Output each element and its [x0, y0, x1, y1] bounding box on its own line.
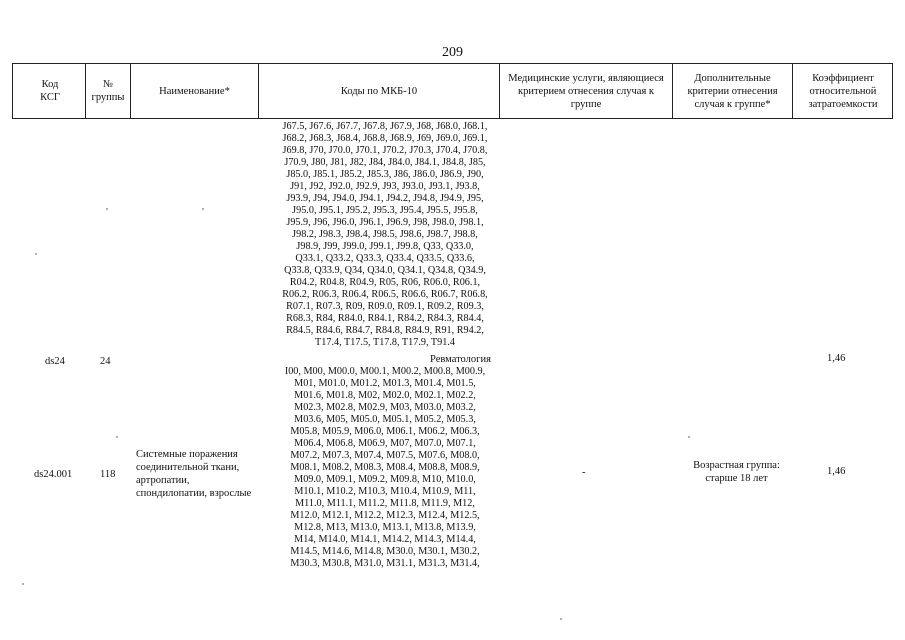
- header-group-number: № группы: [91, 79, 125, 103]
- code-line: M12.0, M12.1, M12.2, M12.3, M12.4, M12.5,: [290, 510, 480, 521]
- scan-dot: [35, 253, 37, 255]
- code-line: M08.1, M08.2, M08.3, M08.4, M08.8, M08.9,: [290, 462, 480, 473]
- header-ksg-code: Код КСГ: [40, 79, 60, 103]
- code-line: M09.0, M09.1, M09.2, M09.8, M10, M10.0,: [294, 474, 476, 485]
- header-coefficient: Коэффициент относительной затратоемкости: [808, 72, 878, 110]
- code-line: M02.3, M02.8, M02.9, M03, M03.0, M03.2,: [294, 402, 476, 413]
- code-line: M14, M14.0, M14.1, M14.2, M14.3, M14.4,: [294, 534, 476, 545]
- col-divider: [499, 63, 500, 119]
- group-code: ds24.001: [34, 469, 73, 480]
- scan-dot: [560, 618, 562, 620]
- scan-dot: [688, 436, 690, 438]
- code-line: J98.2, J98.3, J98.4, J98.5, J98.6, J98.7, J98.8,: [292, 229, 478, 240]
- code-line: M14.5, M14.6, M14.8, M30.0, M30.1, M30.2,: [290, 546, 480, 557]
- code-line: M03.6, M05, M05.0, M05.1, M05.2, M05.3,: [294, 414, 476, 425]
- col-divider: [672, 63, 673, 119]
- code-line: J93.9, J94, J94.0, J94.1, J94.2, J94.8, J94.9, J95,: [286, 193, 484, 204]
- profile-code: ds24: [45, 356, 65, 367]
- table: [12, 63, 893, 631]
- code-line: R68.3, R84, R84.0, R84.1, R84.2, R84.3, R84.4,: [286, 313, 484, 324]
- group-name: Системные поражения соединительной ткани, артропатии, спондилопатии, взрослые: [136, 449, 252, 499]
- profile-coefficient: 1,46: [827, 353, 846, 364]
- code-line: R06.2, R06.3, R06.4, R06.5, R06.6, R06.7, R06.8,: [282, 289, 488, 300]
- col-divider: [892, 63, 893, 119]
- profile-title: Ревматология: [430, 354, 491, 365]
- code-line: T17.4, T17.5, T17.8, T17.9, T91.4: [315, 337, 455, 348]
- code-line: M05.8, M05.9, M06.0, M06.1, M06.2, M06.3,: [290, 426, 480, 437]
- scan-dot: [106, 208, 108, 210]
- code-line: M12.8, M13, M13.0, M13.1, M13.8, M13.9,: [294, 522, 476, 533]
- code-line: M01, M01.0, M01.2, M01.3, M01.4, M01.5,: [294, 378, 476, 389]
- upper-mkb-codes: [270, 121, 500, 349]
- code-line: J91, J92, J92.0, J92.9, J93, J93.0, J93.1, J93.8,: [290, 181, 480, 192]
- code-line: J67.5, J67.6, J67.7, J67.8, J67.9, J68, J68.0, J68.1,: [282, 121, 488, 132]
- profile-group: 24: [100, 356, 111, 367]
- code-line: M30.3, M30.8, M31.0, M31.1, M31.3, M31.4,: [290, 558, 480, 569]
- code-line: Q33.8, Q33.9, Q34, Q34.0, Q34.1, Q34.8, Q34.9,: [284, 265, 486, 276]
- code-line: J70.9, J80, J81, J82, J84, J84.0, J84.1, J84.8, J85,: [284, 157, 486, 168]
- code-line: M11.0, M11.1, M11.2, M11.8, M11.9, M12,: [295, 498, 475, 509]
- code-line: M07.2, M07.3, M07.4, M07.5, M07.6, M08.0,: [290, 450, 480, 461]
- header-name: Наименование*: [159, 85, 230, 97]
- code-line: J95.9, J96, J96.0, J96.1, J96.9, J98, J98.0, J98.1,: [286, 217, 484, 228]
- code-line: Q33.1, Q33.2, Q33.3, Q33.4, Q33.5, Q33.6,: [295, 253, 475, 264]
- lower-mkb-codes: [270, 366, 500, 570]
- group-additional-criteria: Возрастная группа: старше 18 лет: [693, 460, 780, 484]
- header-bottom-border: [12, 118, 893, 119]
- page-number: 209: [442, 45, 463, 60]
- code-line: J69.8, J70, J70.0, J70.1, J70.2, J70.3, J70.4, J70.8,: [282, 145, 488, 156]
- scan-dot: [22, 583, 24, 585]
- header-medical-services: Медицинские услуги, являющиеся критерием отнесения случая к группе: [508, 72, 664, 110]
- code-line: M01.6, M01.8, M02, M02.0, M02.1, M02.2,: [294, 390, 476, 401]
- code-line: M06.4, M06.8, M06.9, M07, M07.0, M07.1,: [294, 438, 476, 449]
- code-line: I00, M00, M00.0, M00.1, M00.2, M00.8, M00.9,: [284, 366, 486, 377]
- code-line: J85.0, J85.1, J85.2, J85.3, J86, J86.0, J86.9, J90,: [286, 169, 484, 180]
- code-line: R84.5, R84.6, R84.7, R84.8, R84.9, R91, R94.2,: [286, 325, 484, 336]
- code-line: J98.9, J99, J99.0, J99.1, J99.8, Q33, Q33.0,: [296, 241, 474, 252]
- col-divider: [12, 63, 13, 119]
- group-services: -: [582, 467, 586, 478]
- scan-dot: [202, 208, 204, 210]
- code-line: J68.2, J68.3, J68.4, J68.8, J68.9, J69, J69.0, J69.1,: [282, 133, 488, 144]
- code-line: J95.0, J95.1, J95.2, J95.3, J95.4, J95.5, J95.8,: [292, 205, 478, 216]
- header-mkb-codes: Коды по МКБ-10: [340, 85, 418, 97]
- code-line: R04.2, R04.8, R04.9, R05, R06, R06.0, R06.1,: [289, 277, 481, 288]
- code-line: R07.1, R07.3, R09, R09.0, R09.1, R09.2, R09.3,: [286, 301, 484, 312]
- group-coefficient: 1,46: [827, 466, 846, 477]
- col-divider: [792, 63, 793, 119]
- code-line: M10.1, M10.2, M10.3, M10.4, M10.9, M11,: [294, 486, 476, 497]
- header-additional-criteria: Дополнительные критерии отнесения случая к группе*: [687, 72, 778, 110]
- scan-dot: [116, 436, 118, 438]
- group-number: 118: [100, 469, 116, 480]
